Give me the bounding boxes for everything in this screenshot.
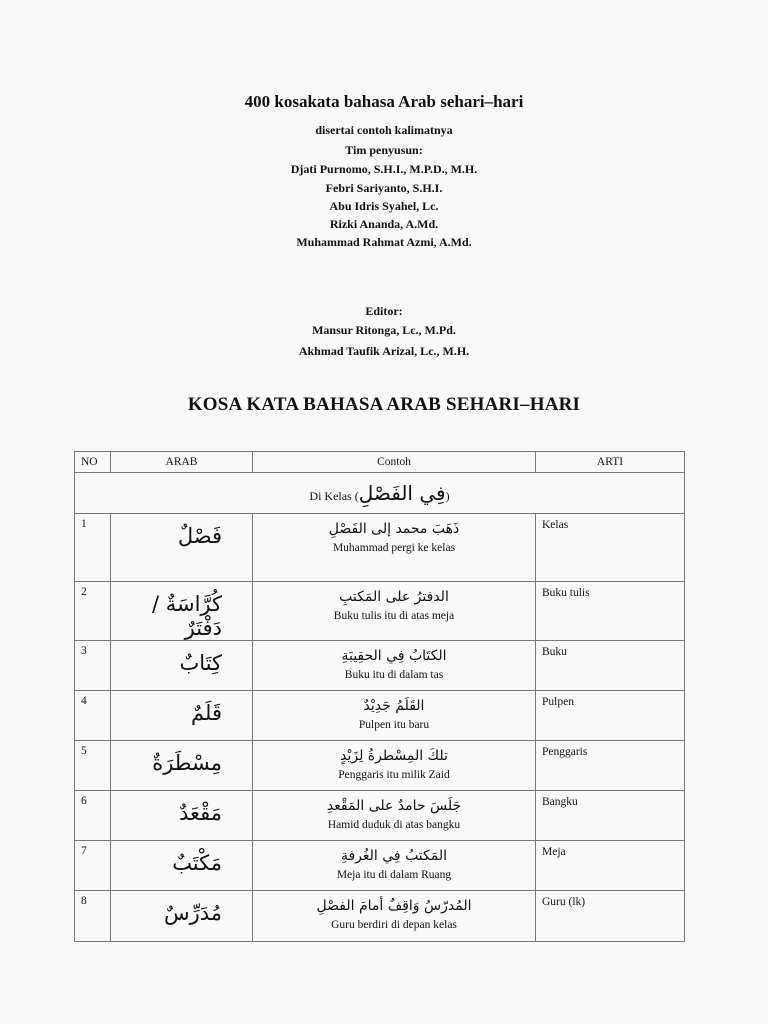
vocabulary-table — [74, 451, 685, 942]
section-arabic: فِي الفَصْلِ — [358, 481, 446, 505]
meaning: Buku — [536, 641, 685, 691]
meaning: Buku tulis — [536, 582, 685, 641]
row-number: 6 — [75, 791, 111, 841]
example-arabic: المَكتبُ فِي الغُرفةِ — [340, 848, 448, 864]
section-label: Di Kelas ( — [309, 489, 359, 503]
row-number: 1 — [75, 514, 111, 582]
example-arabic: تلكَ المِسْطرةُ لِزَيْدٍ — [340, 748, 448, 764]
example-cell — [253, 641, 536, 691]
arabic-word: مُدَرِّسٌ — [111, 891, 253, 942]
example-translation: Muhammad pergi ke kelas — [332, 542, 456, 554]
editor-name: Akhmad Taufik Arizal, Lc., M.H. — [298, 344, 470, 358]
example-translation: Pulpen itu baru — [358, 719, 430, 731]
example-translation: Hamid duduk di atas bangku — [327, 819, 461, 831]
document-title: 400 kosakata bahasa Arab sehari–hari — [244, 92, 524, 111]
author-name: Rizki Ananda, A.Md. — [329, 217, 439, 231]
table-row — [75, 891, 685, 942]
example-translation: Meja itu di dalam Ruang — [336, 869, 452, 881]
meaning: Guru (lk) — [536, 891, 685, 942]
meaning: Penggaris — [536, 741, 685, 791]
team-label: Tim penyusun: — [345, 143, 423, 157]
column-header-no: NO — [75, 452, 111, 473]
example-arabic: جَلَسَ حامدٌ على المَقْعدِ — [326, 798, 462, 814]
section-row — [75, 473, 685, 514]
arabic-word: كُرَّاسَةٌ / دَفْتَرٌ — [111, 582, 253, 641]
author-name: Djati Purnomo, S.H.I., M.P.D., M.H. — [290, 162, 478, 176]
example-translation: Guru berdiri di depan kelas — [331, 919, 457, 931]
table-header-row — [75, 452, 685, 473]
section-close: ) — [445, 489, 450, 503]
example-translation: Penggaris itu milik Zaid — [338, 769, 450, 781]
example-arabic: الدفترُ على المَكتبِ — [339, 589, 449, 605]
author-name: Febri Sariyanto, S.H.I. — [325, 181, 443, 195]
row-number: 4 — [75, 691, 111, 741]
table-row — [75, 514, 685, 582]
row-number: 7 — [75, 841, 111, 891]
example-arabic: القَلَمُ جَدِيْدٌ — [363, 698, 425, 714]
arabic-word: مَقْعَدٌ — [111, 791, 253, 841]
example-cell — [253, 691, 536, 741]
example-cell — [253, 841, 536, 891]
arabic-word: فَصْلٌ — [111, 514, 253, 582]
vocabulary-heading: KOSA KATA BAHASA ARAB SEHARI–HARI — [187, 394, 581, 415]
column-header-arti: ARTI — [536, 452, 685, 473]
example-cell — [253, 514, 536, 582]
arabic-word: كِتَابٌ — [111, 641, 253, 691]
table-row — [75, 582, 685, 641]
example-cell — [253, 891, 536, 942]
author-name: Muhammad Rahmat Azmi, A.Md. — [296, 235, 472, 249]
document-subtitle: disertai contoh kalimatnya — [315, 123, 453, 137]
example-arabic: ذَهَبَ محمد إلى الفَصْلِ — [328, 521, 460, 537]
example-translation: Buku tulis itu di atas meja — [333, 610, 455, 622]
meaning: Bangku — [536, 791, 685, 841]
example-arabic: المُدرّسُ وَاقِفٌ أمامَ الفصْلِ — [316, 898, 472, 914]
table-row — [75, 841, 685, 891]
row-number: 2 — [75, 582, 111, 641]
arabic-word: قَلَمٌ — [111, 691, 253, 741]
example-cell — [253, 741, 536, 791]
row-number: 8 — [75, 891, 111, 942]
section-title — [75, 473, 685, 514]
table-row — [75, 741, 685, 791]
row-number: 3 — [75, 641, 111, 691]
meaning: Kelas — [536, 514, 685, 582]
meaning: Pulpen — [536, 691, 685, 741]
column-header-arab: ARAB — [111, 452, 253, 473]
example-cell — [253, 582, 536, 641]
table-row — [75, 791, 685, 841]
arabic-word: مِسْطَرَةٌ — [111, 741, 253, 791]
table-row — [75, 641, 685, 691]
example-arabic: الكتَابُ فِي الحقِيبَةِ — [341, 648, 447, 664]
example-translation: Buku itu di dalam tas — [344, 669, 444, 681]
editor-label: Editor: — [365, 304, 403, 318]
example-cell — [253, 791, 536, 841]
meaning: Meja — [536, 841, 685, 891]
arabic-word: مَكْتَبٌ — [111, 841, 253, 891]
editor-name: Mansur Ritonga, Lc., M.Pd. — [312, 323, 456, 337]
row-number: 5 — [75, 741, 111, 791]
author-name: Abu Idris Syahel, Lc. — [329, 199, 439, 213]
column-header-contoh: Contoh — [253, 452, 536, 473]
table-row — [75, 691, 685, 741]
